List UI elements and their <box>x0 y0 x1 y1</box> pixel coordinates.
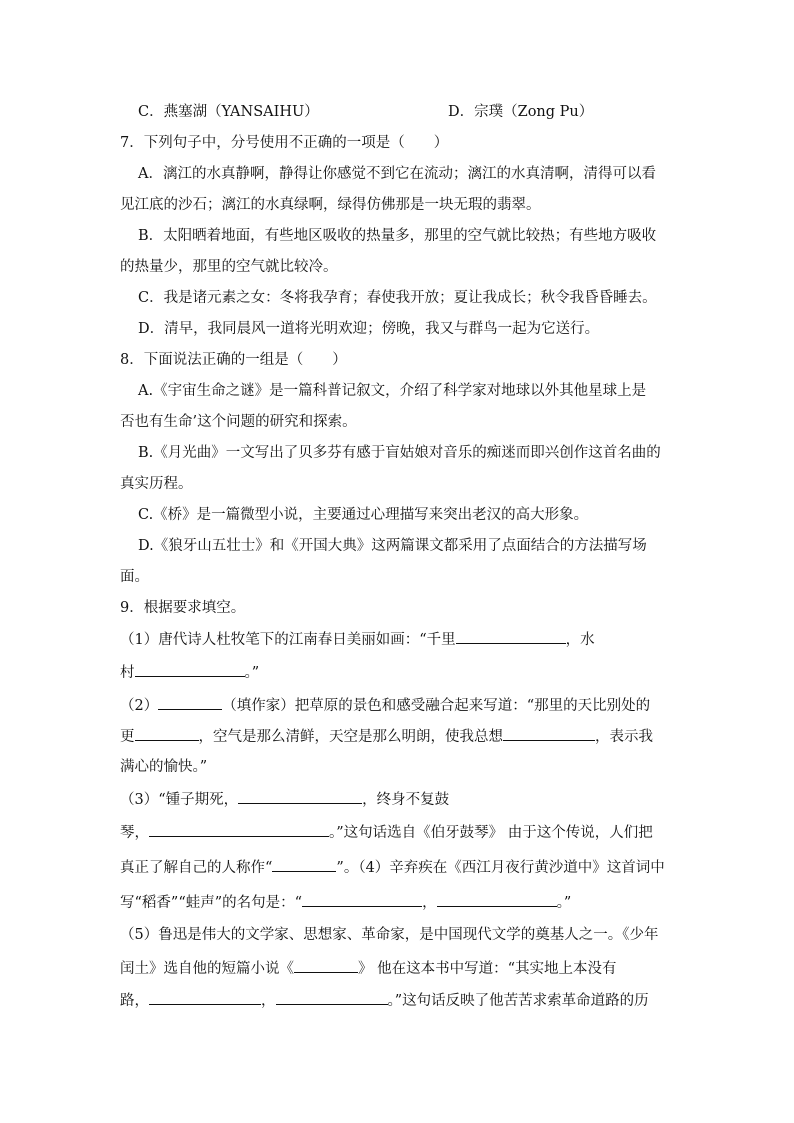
q8-option-a-line2: 否也有生命’这个问题的研究和探索。 <box>120 414 357 430</box>
q8-option-b-line2: 真实历程。 <box>120 476 193 492</box>
q7-option-a-line2: 见江底的沙石；漓江的水真绿啊，绿得仿佛那是一块无瑕的翡翠。 <box>120 197 541 213</box>
fill-blank[interactable] <box>149 990 261 1005</box>
q6-option-d: D．宗璞（Zong Pu） <box>448 104 594 120</box>
q9-stem: 9．根据要求填空。 <box>120 600 246 616</box>
q9-part3-line3 <box>120 857 665 878</box>
q9-part1-text: 村 <box>120 665 135 681</box>
fill-blank[interactable] <box>272 857 336 872</box>
q9-part3-text: ，终身不复鼓 <box>362 792 450 808</box>
q9-part2-text: （填作家）把草原的景色和感受融合起来写道：“那里的天比别处的 <box>222 698 651 714</box>
q6-option-c: C．燕塞湖（YANSAIHU） <box>138 104 319 120</box>
q9-part2-line1 <box>120 695 650 716</box>
fill-blank[interactable] <box>302 892 422 907</box>
q9-part5-text: ， <box>261 993 276 1009</box>
q8-option-a-line1: A.《宇宙生命之谜》是一篇科普记叙文，介绍了科学家对地球以外其他星球上是 <box>138 383 647 399</box>
q9-part3-line2 <box>120 822 653 843</box>
q9-part2-text: ，空气是那么清鲜，天空是那么明朗，使我总想 <box>198 729 503 745</box>
q9-part1-text: ，水 <box>565 632 595 648</box>
fill-blank[interactable] <box>238 789 362 804</box>
q7-option-b-line1: B．太阳晒着地面，有些地区吸收的热量多，那里的空气就比较热；有些地方吸收 <box>138 228 657 244</box>
q9-part3-text: 真正了解自己的人称作“ <box>120 860 273 876</box>
q9-part5-line2 <box>120 958 617 979</box>
fill-blank[interactable] <box>135 662 245 677</box>
q9-part5-text: 闰土》选自他的短篇小说《 <box>120 961 294 977</box>
q9-part3-text: 琴， <box>120 825 149 841</box>
q9-part5-text: 》 他在这本书中写道：“其实地上本没有 <box>358 961 617 977</box>
q9-part5-text: 。”这句话反映了他苦苦求索革命道路的历 <box>387 993 649 1009</box>
q8-option-b-line1: B.《月光曲》一文写出了贝多芬有感于盲姑娘对音乐的痴迷而即兴创作这首名曲的 <box>138 445 661 461</box>
q9-part1-text: 。” <box>244 665 260 681</box>
q9-part3-text: （3）“锺子期死， <box>120 792 239 808</box>
q9-part4-text: ”。（4）辛弃疾在《西江月夜行黄沙道中》这首词中 <box>336 860 665 876</box>
q9-part3-text: 。”这句话选自《伯牙鼓琴》 由于这个传说，人们把 <box>329 825 653 841</box>
q9-part3-line1 <box>120 789 449 810</box>
q7-stem: 7．下列句子中，分号使用不正确的一项是（ ） <box>120 135 449 151</box>
q8-option-d-line1: D.《狼牙山五壮士》和《开国大典》这两篇课文都采用了点面结合的方法描写场 <box>138 538 647 554</box>
q9-part5-text: 路， <box>120 993 149 1009</box>
fill-blank[interactable] <box>456 629 566 644</box>
fill-blank[interactable] <box>149 822 329 837</box>
q9-part1-line1 <box>120 629 595 650</box>
q9-part5-line3 <box>120 990 649 1011</box>
q8-option-d-line2: 面。 <box>120 569 149 585</box>
q8-stem: 8．下面说法正确的一组是（ ） <box>120 352 347 368</box>
q9-part1-line2 <box>120 662 259 683</box>
fill-blank[interactable] <box>135 726 199 741</box>
fill-blank[interactable] <box>294 958 358 973</box>
q9-part4-text: 写“稻香”“蛙声”的名句是：“ <box>120 895 303 911</box>
q9-part2-text: 更 <box>120 729 135 745</box>
q9-part4-line <box>120 892 571 913</box>
q7-option-b-line2: 的热量少，那里的空气就比较冷。 <box>120 259 338 275</box>
q9-part1-text: （1）唐代诗人杜牧笔下的江南春日美丽如画：“千里 <box>120 632 456 648</box>
q7-option-a-line1: A．漓江的水真静啊，静得让你感觉不到它在流动；漓江的水真清啊，清得可以看 <box>138 166 656 182</box>
q7-option-d: D．清早，我同晨风一道将光明欢迎；傍晚，我又与群鸟一起为它送行。 <box>138 321 600 337</box>
q9-part5-line1: （5）鲁迅是伟大的文学家、思想家、革命家，是中国现代文学的奠基人之一。《少年 <box>120 927 659 943</box>
q9-part2-text: （2） <box>120 698 159 714</box>
q8-option-c: C.《桥》是一篇微型小说，主要通过心理描写来突出老汉的高大形象。 <box>138 507 589 523</box>
fill-blank[interactable] <box>276 990 388 1005</box>
q9-part2-line2 <box>120 726 653 747</box>
fill-blank[interactable] <box>503 726 595 741</box>
fill-blank[interactable] <box>437 892 557 907</box>
q9-part2-text: ，表示我 <box>595 729 653 745</box>
q9-part2-line3: 满心的愉快。” <box>120 759 208 775</box>
fill-blank[interactable] <box>158 695 222 710</box>
q7-option-c: C．我是诸元素之女：冬将我孕育；春使我开放；夏让我成长；秋令我昏昏睡去。 <box>138 290 657 306</box>
q9-part4-text: ， <box>422 895 437 911</box>
q9-part4-text: 。” <box>556 895 572 911</box>
